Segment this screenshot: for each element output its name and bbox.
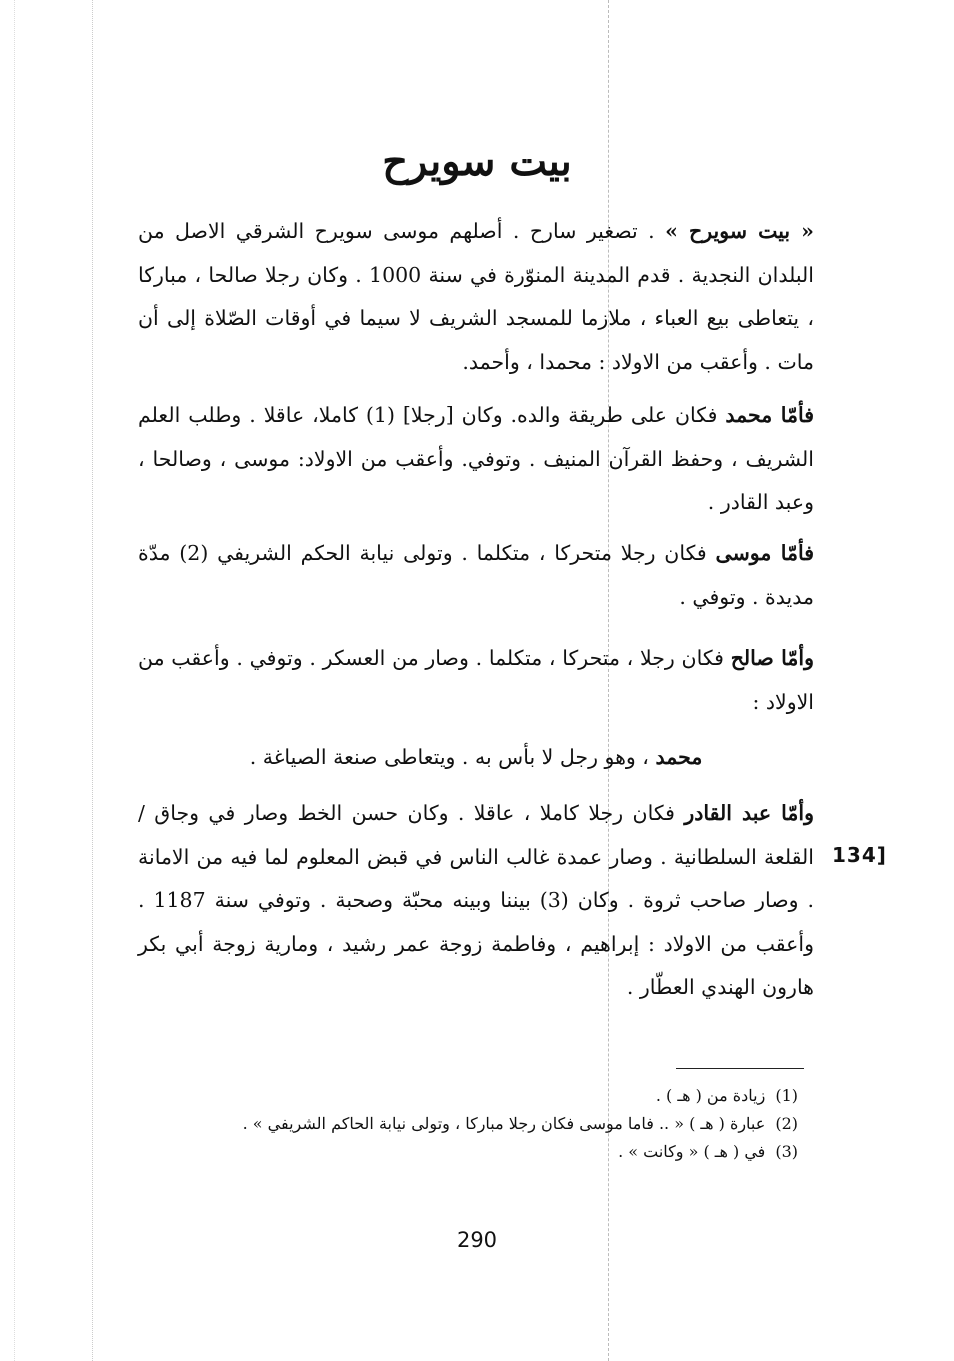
paragraph-text: فكان رجلا ، متحركا ، متكلما . وصار من العسكر . وتوفي . وأعقب من الاولاد : [138,646,814,714]
paragraph-abd-al-qadir [138,792,814,1010]
footnote-number: (2) [775,1114,798,1133]
paragraph-intro [138,210,814,384]
page-title: بيت سويرح [382,138,572,185]
paragraph-muhammad-son [138,736,814,780]
footnote [138,1082,798,1110]
paragraph-text: فكان رجلا متحركا ، متكلما . وتولى نيابة الحكم الشريفي (2) مدّة مديدة . وتوفي . [138,541,814,609]
paragraph-lead: فأمّا محمد [725,403,814,427]
footnote-text: زيادة من ( هـ ) . [655,1086,766,1105]
scan-edge-line-outer [14,0,15,1361]
paragraph-lead: فأمّا موسى [715,541,815,565]
footnote [138,1110,798,1138]
paragraph-text: فكان رجلا كاملا ، عاقلا . وكان حسن الخط وصار في وجاق / القلعة السلطانية . وصار عمدة غالب الناس في قبض المعلوم لما فيه من الامانة . وصار صاحب ثروة . وكان (3) بيننا وبينه محبّة وصحبة . وتوفي سنة 1187 . وأعقب من الاولاد : إبراهيم ، وفاطمة زوجة عمر رشيد ، ومارية زوجة أبي بكر هارون الهندي العطّار . [138,801,814,999]
paragraph-musa [138,532,814,619]
paragraph-lead: وأمّا عبد القادر [684,801,814,825]
paragraph-salih [138,637,814,724]
paragraph-lead: محمد [655,745,703,769]
paragraph-text: ، وهو رجل لا بأس به . ويتعاطى صنعة الصياغة . [249,745,649,769]
paragraph-text: فكان على طريقة والده. وكان [رجلا] (1) كاملا، عاقلا . وطلب العلم الشريف ، وحفظ القرآن المنيف . وتوفي. وأعقب من الاولاد: موسى ، وصالحا ، وعبد القادر . [138,403,814,514]
footnote-number: (1) [775,1086,798,1105]
footnotes [138,1082,798,1166]
footnote [138,1138,798,1166]
footnote-text: عبارة ( هـ ) « .. فاما موسى فكان رجلا مباركا ، وتولى نيابة الحاكم الشريفي » . [242,1114,766,1133]
footnote-number: (3) [775,1142,798,1161]
footnote-text: في ( هـ ) « وكانت » . [618,1142,766,1161]
scan-edge-line [92,0,93,1361]
margin-page-reference: 134] [832,843,887,867]
paragraph-lead: « بيت سويرح » [665,219,814,243]
page-number: 290 [456,1228,498,1252]
paragraph-muhammad [138,394,814,525]
paragraph-lead: وأمّا صالح [730,646,814,670]
footnote-divider [676,1068,804,1069]
paragraph-text: . تصغير سارح . أصلهم موسى سويرح الشرقي الاصل من البلدان النجدية . قدم المدينة المنوّرة في سنة 1000 . وكان رجلا صالحا ، مباركا ، يتعاطى بيع العباء ، ملازما للمسجد الشريف لا سيما في أوقات الصّلاة إلى أن مات . وأعقب من الاولاد : محمدا ، وأحمد. [138,219,814,374]
